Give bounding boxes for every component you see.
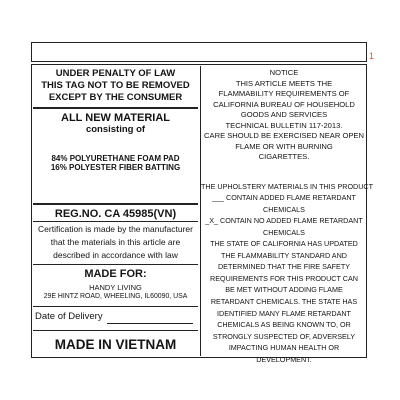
section-divider	[33, 330, 198, 331]
notice-block	[201, 68, 367, 163]
state-notice-line: IDENTIFIED MANY FLAME RETARDANT	[217, 308, 351, 318]
upholstery-block	[201, 181, 373, 238]
section-divider	[33, 203, 198, 205]
notice-line: NOTICE	[269, 68, 299, 77]
state-notice-line: RETARDANT CHEMICALS. THE STATE HAS	[210, 296, 358, 306]
reg-number: REG.NO. CA 45985(VN)	[54, 208, 177, 220]
certification-line: Certification is made by the manufacturer	[38, 224, 193, 234]
warning-line: EXCEPT BY THE CONSUMER	[48, 92, 183, 103]
state-notice-line: THE STATE OF CALIFORNIA HAS UPDATED	[210, 239, 358, 248]
upholstery-line: CHEMICALS	[263, 204, 305, 214]
made-for-label: MADE FOR:	[84, 268, 147, 280]
warning-line: UNDER PENALTY OF LAW	[55, 68, 176, 79]
section-divider	[33, 306, 198, 307]
section-divider	[33, 264, 198, 265]
date-of-delivery-field	[107, 323, 193, 324]
state-notice-line: DETERMINED THAT THE FIRE SAFETY	[217, 262, 351, 272]
content-line: 16% POLYESTER FIBER BATTING	[50, 163, 181, 172]
state-notice-line: STRONGLY SUSPECTED OF, ADVERSELY	[212, 331, 356, 341]
corner-mark: 1	[369, 51, 375, 61]
contents-block	[33, 154, 198, 172]
warning-line: THIS TAG NOT TO BE REMOVED	[41, 80, 190, 91]
warning-block	[33, 68, 198, 104]
state-notice-block	[201, 238, 367, 366]
notice-line: THIS ARTICLE MEETS THE	[235, 78, 333, 88]
notice-line: FLAME OR WITH BURNING	[235, 141, 333, 151]
state-notice-line: REQUIREMENTS FOR THIS PRODUCT CAN	[210, 273, 358, 283]
notice-line: CALIFORNIA BUREAU OF HOUSEHOLD	[213, 99, 355, 109]
section-divider	[33, 221, 198, 222]
notice-line: CIGARETTES.	[258, 152, 310, 161]
consisting-of-label: consisting of	[85, 124, 146, 135]
notice-line: CARE SHOULD BE EXERCISED NEAR OPEN	[204, 131, 364, 140]
state-notice-line: IMPACTING HUMAN HEALTH OR	[228, 343, 340, 353]
state-notice-line: CHEMICALS AS BEING KNOWN TO, OR	[217, 320, 351, 330]
state-notice-line: BE MET WITHOUT ADDING FLAME	[225, 285, 343, 295]
country-of-origin: MADE IN VIETNAM	[54, 337, 177, 352]
material-heading: ALL NEW MATERIAL	[61, 112, 170, 124]
date-of-delivery-label: Date of Delivery	[35, 311, 103, 322]
certification-line: described in accordance with law	[53, 250, 178, 260]
upholstery-line: _X_ CONTAIN NO ADDED FLAME RETARDANT	[205, 216, 363, 226]
notice-line: FLAMMABILITY REQUIREMENTS OF	[218, 89, 350, 98]
content-line: 84% POLYURETHANE FOAM PAD	[51, 154, 180, 163]
company-address: 29E HINTZ ROAD, WHEELING, IL60090, USA	[43, 293, 188, 300]
notice-line: GOODS AND SERVICES	[240, 110, 328, 119]
upholstery-line: CHEMICALS	[263, 227, 305, 237]
section-divider	[33, 107, 198, 109]
upholstery-line: ___ CONTAIN ADDED FLAME RETARDANT	[212, 193, 356, 203]
certification-block	[33, 223, 198, 262]
state-notice-line: THE FLAMMABILITY STANDARD AND	[221, 250, 347, 260]
certification-line: that the materials in this article are	[50, 237, 181, 247]
notice-line: TECHNICAL BULLETIN 117-2013.	[225, 120, 343, 130]
blank-header-box	[31, 42, 367, 62]
state-notice-line: DEVELOPMENT.	[256, 354, 312, 364]
company-name: HANDY LIVING	[89, 283, 142, 292]
upholstery-line: THE UPHOLSTERY MATERIALS IN THIS PRODUCT	[201, 182, 373, 191]
